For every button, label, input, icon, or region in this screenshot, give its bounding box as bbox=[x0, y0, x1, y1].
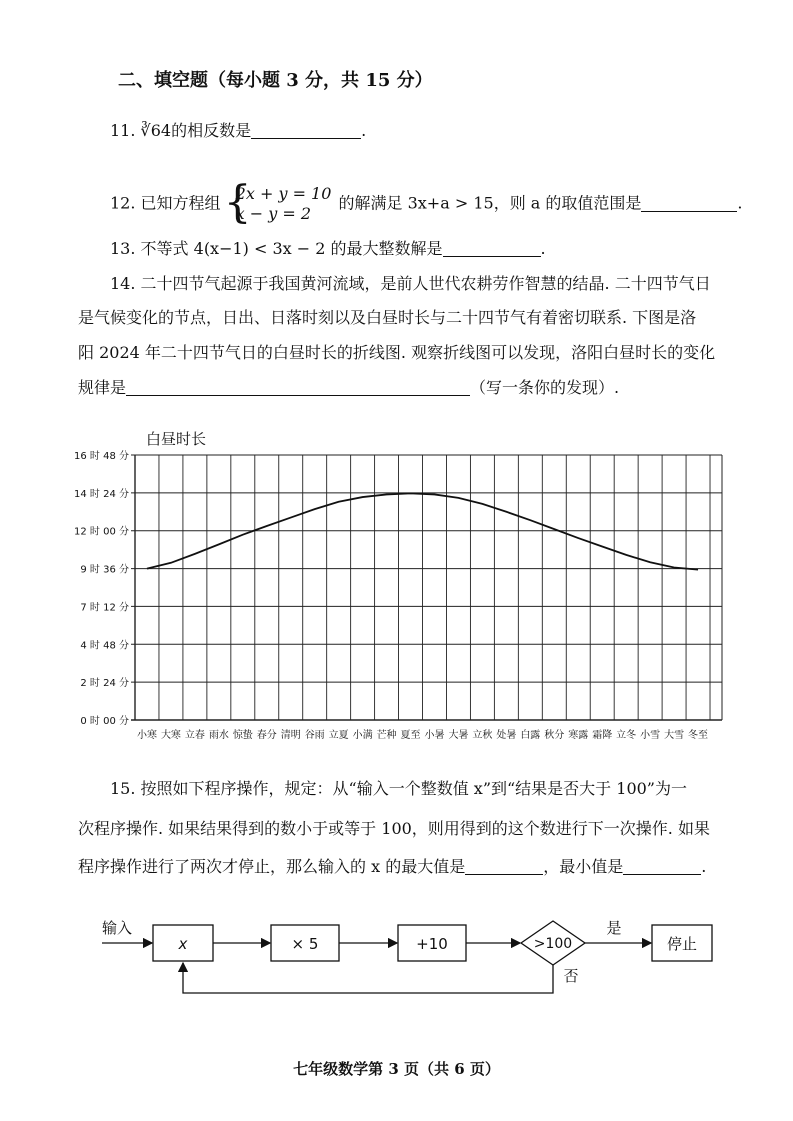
chart-x-tick-label: 大暑 bbox=[448, 730, 469, 741]
equation-1: 2x + y = 10 bbox=[235, 184, 332, 203]
chart-x-tick-label: 霜降 bbox=[592, 730, 613, 741]
q12-number: 12. bbox=[110, 193, 136, 213]
chart-y-tick-label: 4 时 48 分 bbox=[80, 640, 129, 652]
chart-y-tick-label: 14 时 24 分 bbox=[74, 488, 129, 500]
brace-icon: { bbox=[223, 177, 252, 228]
q14-answer-blank[interactable] bbox=[126, 379, 470, 396]
q13-answer-blank[interactable] bbox=[443, 240, 541, 257]
chart-x-tick-label: 小寒 bbox=[136, 730, 157, 741]
chart-x-tick-label: 春分 bbox=[256, 730, 277, 741]
q11-end: . bbox=[361, 121, 367, 140]
chart-y-tick-label: 2 时 24 分 bbox=[80, 678, 129, 690]
flow-no-label: 否 bbox=[563, 967, 579, 985]
q15-line-1: 15. 按照如下程序操作，规定：从“输入一个整数值 x”到“结果是否大于 100”为一 bbox=[110, 779, 687, 798]
q15-line-3 bbox=[78, 856, 706, 878]
q15-line-2: 次程序操作. 如果结果得到的数小于或等于 100，则用得到的这个数进行下一次操作. 如果 bbox=[78, 819, 710, 838]
chart-x-tick-label: 小雪 bbox=[640, 730, 661, 741]
chart-x-tick-label: 大雪 bbox=[664, 730, 685, 741]
chart-x-tick-label: 寒露 bbox=[568, 730, 589, 741]
chart-x-tick-label: 立春 bbox=[184, 730, 205, 741]
chart-x-tick-label: 谷雨 bbox=[304, 730, 325, 741]
flow-arrow-loop-back bbox=[183, 963, 553, 993]
chart-x-tick-label: 惊蛰 bbox=[232, 730, 253, 741]
section-heading: 二、填空题（每小题 3 分，共 15 分） bbox=[118, 70, 433, 91]
equation-system bbox=[223, 177, 332, 228]
question-13 bbox=[110, 238, 546, 260]
q14-line4-pre: 规律是 bbox=[78, 378, 127, 397]
flow-yes-label: 是 bbox=[606, 919, 622, 937]
chart-y-tick-label: 7 时 12 分 bbox=[80, 602, 129, 614]
chart-y-tick-label: 0 时 00 分 bbox=[80, 716, 129, 727]
flow-box-multiply-label: × 5 bbox=[291, 935, 319, 953]
chart-x-tick-label: 冬至 bbox=[688, 730, 709, 741]
chart-x-tick-label: 秋分 bbox=[544, 730, 565, 741]
chart-x-tick-label: 立冬 bbox=[616, 730, 637, 741]
chart-x-tick-label: 小暑 bbox=[424, 730, 445, 741]
chart-y-tick-label: 12 时 00 分 bbox=[74, 526, 129, 538]
flow-input-label: 输入 bbox=[102, 919, 133, 937]
q15-line3-pre: 程序操作进行了两次才停止，那么输入的 x 的最大值是 bbox=[78, 857, 466, 876]
flow-box-stop-label: 停止 bbox=[666, 935, 698, 953]
chart-x-tick-label: 小满 bbox=[352, 730, 373, 741]
q11-answer-blank[interactable] bbox=[251, 122, 361, 139]
question-12 bbox=[110, 177, 743, 228]
chart-x-tick-label: 白露 bbox=[520, 730, 541, 741]
chart-y-tick-label: 16 时 48 分 bbox=[74, 451, 129, 462]
q15-min-blank[interactable] bbox=[623, 858, 701, 875]
q12-post: 的解满足 3x+a > 15，则 a 的取值范围是 bbox=[338, 193, 642, 213]
chart-x-tick-labels bbox=[137, 728, 708, 741]
page-footer: 七年级数学第 3 页（共 6 页） bbox=[293, 1060, 500, 1078]
chart-title: 白昼时长 bbox=[146, 430, 207, 448]
q13-text: 不等式 4(x−1) < 3x − 2 的最大整数解是 bbox=[140, 239, 443, 258]
chart-x-tick-label: 夏至 bbox=[400, 730, 421, 741]
q14-line-3: 阳 2024 年二十四节气日的白昼时长的折线图. 观察折线图可以发现，洛阳白昼时长的变化 bbox=[78, 343, 716, 362]
q13-end: . bbox=[540, 239, 546, 258]
flow-decision-label: >100 bbox=[533, 936, 573, 952]
q11-number: 11. bbox=[110, 121, 136, 140]
daylight-line-chart bbox=[0, 420, 793, 750]
chart-x-tick-label: 立秋 bbox=[472, 730, 493, 741]
chart-x-tick-label: 清明 bbox=[280, 730, 301, 741]
q15-line3-end: . bbox=[701, 857, 707, 876]
q14-line-4 bbox=[78, 377, 619, 399]
question-11 bbox=[110, 120, 366, 142]
q12-pre: 已知方程组 bbox=[140, 193, 221, 213]
equation-2: x − y = 2 bbox=[235, 204, 312, 223]
q14-line4-post: （写一条你的发现）. bbox=[470, 378, 620, 397]
flow-box-add-label: +10 bbox=[416, 935, 448, 953]
q14-line-2: 是气候变化的节点，日出、日落时刻以及白昼时长与二十四节气有着密切联系. 下图是洛 bbox=[78, 308, 697, 327]
q14-line-1: 14. 二十四节气起源于我国黄河流域，是前人世代农耕劳作智慧的结晶. 二十四节气日 bbox=[110, 274, 711, 293]
flow-box-x-label: x bbox=[178, 935, 188, 953]
q13-number: 13. bbox=[110, 239, 136, 258]
q12-end: . bbox=[737, 193, 743, 213]
q15-max-blank[interactable] bbox=[465, 858, 543, 875]
chart-x-tick-label: 雨水 bbox=[208, 730, 229, 741]
chart-x-tick-label: 芒种 bbox=[376, 730, 397, 741]
q15-line3-mid: ，最小值是 bbox=[543, 857, 624, 876]
chart-x-tick-label: 大寒 bbox=[160, 730, 181, 741]
q12-answer-blank[interactable] bbox=[641, 195, 737, 212]
program-flowchart bbox=[0, 905, 793, 1015]
chart-y-tick-label: 9 时 36 分 bbox=[80, 564, 129, 576]
chart-x-tick-label: 处暑 bbox=[496, 730, 517, 741]
chart-y-tick-labels bbox=[74, 449, 129, 727]
q11-radical: ∛64 bbox=[140, 121, 172, 140]
chart-x-tick-label: 立夏 bbox=[328, 730, 349, 741]
q11-text: 的相反数是 bbox=[171, 121, 252, 140]
